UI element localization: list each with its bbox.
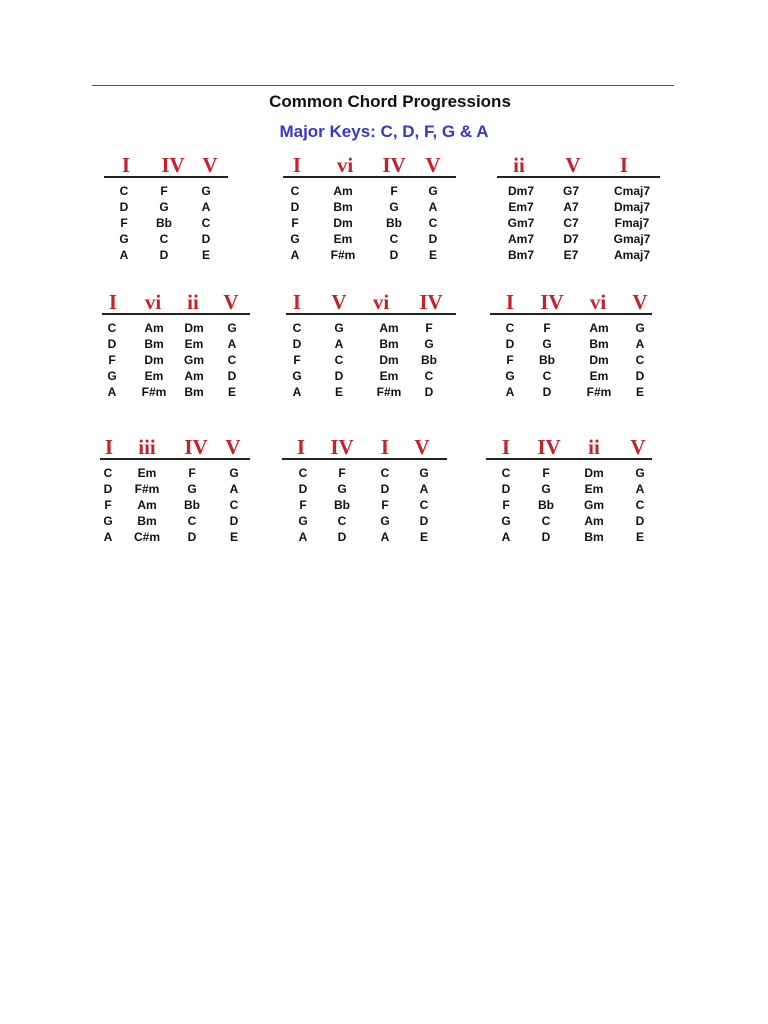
chord-cell: C [119,184,129,198]
chord-cell: Bb [334,498,350,512]
chord-cell: C [290,184,300,198]
chord-cell: A [290,248,300,262]
chord-cell: C [334,353,344,367]
chord-cell: C [201,216,211,230]
chord-cell: G [542,337,552,351]
roman-numeral: I [292,153,302,177]
chord-cell: G [505,369,515,383]
chord-cell: G [635,466,645,480]
roman-numeral: ii [588,435,600,459]
progression-numerals [104,155,228,175]
chord-cell: D [290,200,300,214]
chord-cell: C [292,321,302,335]
progression-block [286,292,456,400]
chord-cell: C [389,232,399,246]
chord-cell: F [425,321,433,335]
chord-cell: F [120,216,128,230]
chord-cell: A [635,337,645,351]
chord-cell: D [424,385,434,399]
chord-cell: A7 [563,200,579,214]
chord-cell: E [635,385,645,399]
chord-cell: Dm [379,353,399,367]
chord-cell: Em [379,369,399,383]
chord-cell: F [108,353,116,367]
roman-numeral: IV [419,290,443,314]
chord-cell: Gm7 [507,216,535,230]
chord-cell: G [380,514,390,528]
chord-cell: D [187,530,197,544]
top-rule [92,85,674,86]
chord-cell: F [291,216,299,230]
chord-cell: D [419,514,429,528]
progression-block [497,155,660,263]
chord-cell: G [501,514,511,528]
chord-table [100,465,250,545]
chord-cell: A [227,337,237,351]
chord-cell: A [635,482,645,496]
chord-cell: G [419,466,429,480]
progression-numerals [286,292,456,312]
chord-cell: C [159,232,169,246]
chord-cell: C [505,321,515,335]
chord-cell: E [227,385,237,399]
chord-cell: A [298,530,308,544]
roman-numeral: I [121,153,131,177]
chord-cell: D [229,514,239,528]
chord-cell: A [334,337,344,351]
chord-cell: Amaj7 [613,248,651,262]
roman-numeral: I [292,290,302,314]
roman-numeral: IV [382,153,406,177]
chord-cell: E [428,248,438,262]
chord-cell: F#m [376,385,402,399]
progression-numerals [283,155,456,175]
chord-cell: F [502,498,510,512]
chord-cell: D [380,482,390,496]
progression-block [102,292,250,400]
chord-cell: A [419,482,429,496]
chord-cell: Dm [589,353,609,367]
chord-cell: G [290,232,300,246]
chord-cell: A [501,530,511,544]
chord-cell: Em [584,482,604,496]
roman-numeral: vi [589,290,607,314]
roman-numeral: I [108,290,118,314]
chord-table [282,465,447,545]
chord-cell: D [292,337,302,351]
chord-cell: Em [589,369,609,383]
chord-cell: Bb [156,216,172,230]
chord-cell: Em [333,232,353,246]
chord-cell: F#m [141,385,167,399]
chord-cell: D [298,482,308,496]
chord-cell: Bb [386,216,402,230]
chord-cell: G [635,321,645,335]
chord-cell: D [501,482,511,496]
chord-cell: C [229,498,239,512]
roman-numeral: vi [336,153,354,177]
chord-cell: F [293,353,301,367]
chord-cell: Dm [184,321,204,335]
chord-cell: E7 [563,248,579,262]
chord-cell: A [380,530,390,544]
chord-cell: C [227,353,237,367]
chord-cell: C [419,498,429,512]
roman-numeral: I [104,435,114,459]
chord-cell: G [389,200,399,214]
chord-cell: F#m [330,248,356,262]
chord-cell: G [541,482,551,496]
page-subtitle: Major Keys: C, D, F, G & A [279,122,489,141]
chord-cell: G [298,514,308,528]
chord-cell: Em7 [508,200,534,214]
chord-cell: Bm [144,337,164,351]
chord-cell: D [635,369,645,383]
chord-cell: Am [379,321,399,335]
chord-cell: A [107,385,117,399]
chord-cell: D [635,514,645,528]
chord-cell: D [505,337,515,351]
chord-cell: G [337,482,347,496]
chord-cell: E [201,248,211,262]
chord-cell: G [103,514,113,528]
roman-numeral: IV [537,435,561,459]
chord-cell: Em [137,466,157,480]
chord-cell: Am7 [507,232,535,246]
chord-cell: F [390,184,398,198]
chord-cell: D7 [563,232,579,246]
roman-numeral: I [296,435,306,459]
chord-cell: F#m [134,482,160,496]
chord-cell: C [501,466,511,480]
chord-cell: F [543,321,551,335]
progression-block [104,155,228,263]
chord-cell: Dm7 [507,184,535,198]
progression-block [100,437,250,545]
progression-numerals [486,437,652,457]
chord-cell: G [201,184,211,198]
chord-cell: C [542,369,552,383]
roman-numeral: iii [138,435,156,459]
chord-cell: G [334,321,344,335]
chord-cell: Em [184,337,204,351]
progression-block [283,155,456,263]
roman-numeral: I [619,153,629,177]
roman-numeral: I [380,435,390,459]
chord-cell: A [428,200,438,214]
roman-numeral: IV [540,290,564,314]
roman-numeral: V [202,153,218,177]
chord-cell: G [187,482,197,496]
chord-cell: D [103,482,113,496]
chord-cell: Bb [539,353,555,367]
chord-cell: D [542,385,552,399]
chord-cell: Bb [538,498,554,512]
progression-block [490,292,652,400]
chord-cell: F [542,466,550,480]
chord-table [497,183,660,263]
chord-table [490,320,652,400]
chord-cell: A [201,200,211,214]
chord-cell: D [119,200,129,214]
chord-table [286,320,456,400]
chord-cell: G [428,184,438,198]
chord-cell: D [201,232,211,246]
chord-cell: C [635,498,645,512]
roman-numeral: IV [161,153,185,177]
page-title: Common Chord Progressions [269,92,511,111]
chord-table [283,183,456,263]
roman-numeral: V [414,435,430,459]
chord-cell: Em [144,369,164,383]
roman-numeral: V [225,435,241,459]
chord-cell: Am [137,498,157,512]
chord-table [104,183,228,263]
chord-cell: D [107,337,117,351]
chord-cell: Bm [589,337,609,351]
chord-cell: D [159,248,169,262]
chord-cell: Cmaj7 [613,184,651,198]
progression-numerals [497,155,660,175]
chord-cell: Gm [183,353,205,367]
chord-cell: C [428,216,438,230]
chord-cell: A [119,248,129,262]
chord-cell: E [229,530,239,544]
chord-cell: Am [584,514,604,528]
roman-numeral: V [565,153,581,177]
chord-cell: F [299,498,307,512]
chord-cell: A [103,530,113,544]
chord-cell: Am [589,321,609,335]
chord-cell: E [419,530,429,544]
chord-cell: C [298,466,308,480]
chord-cell: Am [333,184,353,198]
roman-numeral: V [223,290,239,314]
chord-cell: Bm [184,385,204,399]
chord-cell: G [424,337,434,351]
chord-table [486,465,652,545]
chord-cell: G [292,369,302,383]
chord-cell: F [381,498,389,512]
chord-cell: Fmaj7 [614,216,650,230]
progression-numerals [490,292,652,312]
chord-cell: C [103,466,113,480]
chord-cell: Bb [421,353,437,367]
chord-cell: D [428,232,438,246]
chord-cell: G [119,232,129,246]
chord-cell: C [337,514,347,528]
roman-numeral: ii [513,153,525,177]
header-rule [490,313,652,315]
header-rule [486,458,652,460]
chord-cell: D [541,530,551,544]
chord-cell: C [107,321,117,335]
chord-cell: C [424,369,434,383]
chord-cell: D [227,369,237,383]
chord-cell: Dm [144,353,164,367]
roman-numeral: V [331,290,347,314]
chord-cell: C [541,514,551,528]
chord-cell: C [635,353,645,367]
roman-numeral: I [501,435,511,459]
chord-cell: Bm [379,337,399,351]
chord-cell: G [227,321,237,335]
chord-cell: Dmaj7 [613,200,651,214]
chord-cell: Bb [184,498,200,512]
roman-numeral: I [505,290,515,314]
chord-cell: F [160,184,168,198]
chord-cell: C [187,514,197,528]
chord-cell: G [229,466,239,480]
chord-cell: Dm [333,216,353,230]
chord-cell: A [292,385,302,399]
chord-cell: C#m [133,530,161,544]
chord-cell: A [505,385,515,399]
chord-cell: Bm [333,200,353,214]
chord-cell: F#m [586,385,612,399]
chord-cell: D [334,369,344,383]
progression-numerals [100,437,250,457]
progression-block [486,437,652,545]
chord-cell: Gmaj7 [613,232,651,246]
roman-numeral: V [630,435,646,459]
chord-cell: E [334,385,344,399]
chord-cell: F [506,353,514,367]
chord-cell: C [380,466,390,480]
chord-cell: Gm [583,498,605,512]
chord-table [102,320,250,400]
chord-cell: G7 [562,184,580,198]
chord-cell: D [337,530,347,544]
chord-cell: D [389,248,399,262]
chord-cell: C7 [563,216,579,230]
chord-cell: A [229,482,239,496]
roman-numeral: ii [187,290,199,314]
chord-cell: E [635,530,645,544]
roman-numeral: vi [144,290,162,314]
chord-cell: Dm [584,466,604,480]
roman-numeral: IV [330,435,354,459]
roman-numeral: IV [184,435,208,459]
progression-numerals [282,437,447,457]
roman-numeral: V [425,153,441,177]
chord-cell: Am [184,369,204,383]
chord-cell: F [104,498,112,512]
chord-cell: F [188,466,196,480]
chord-cell: Bm7 [507,248,535,262]
progression-numerals [102,292,250,312]
chord-cell: G [107,369,117,383]
chord-cell: Bm [137,514,157,528]
chord-cell: Bm [584,530,604,544]
chord-cell: Am [144,321,164,335]
chord-cell: G [159,200,169,214]
chord-cell: F [338,466,346,480]
roman-numeral: vi [372,290,390,314]
progression-block [282,437,447,545]
roman-numeral: V [632,290,648,314]
